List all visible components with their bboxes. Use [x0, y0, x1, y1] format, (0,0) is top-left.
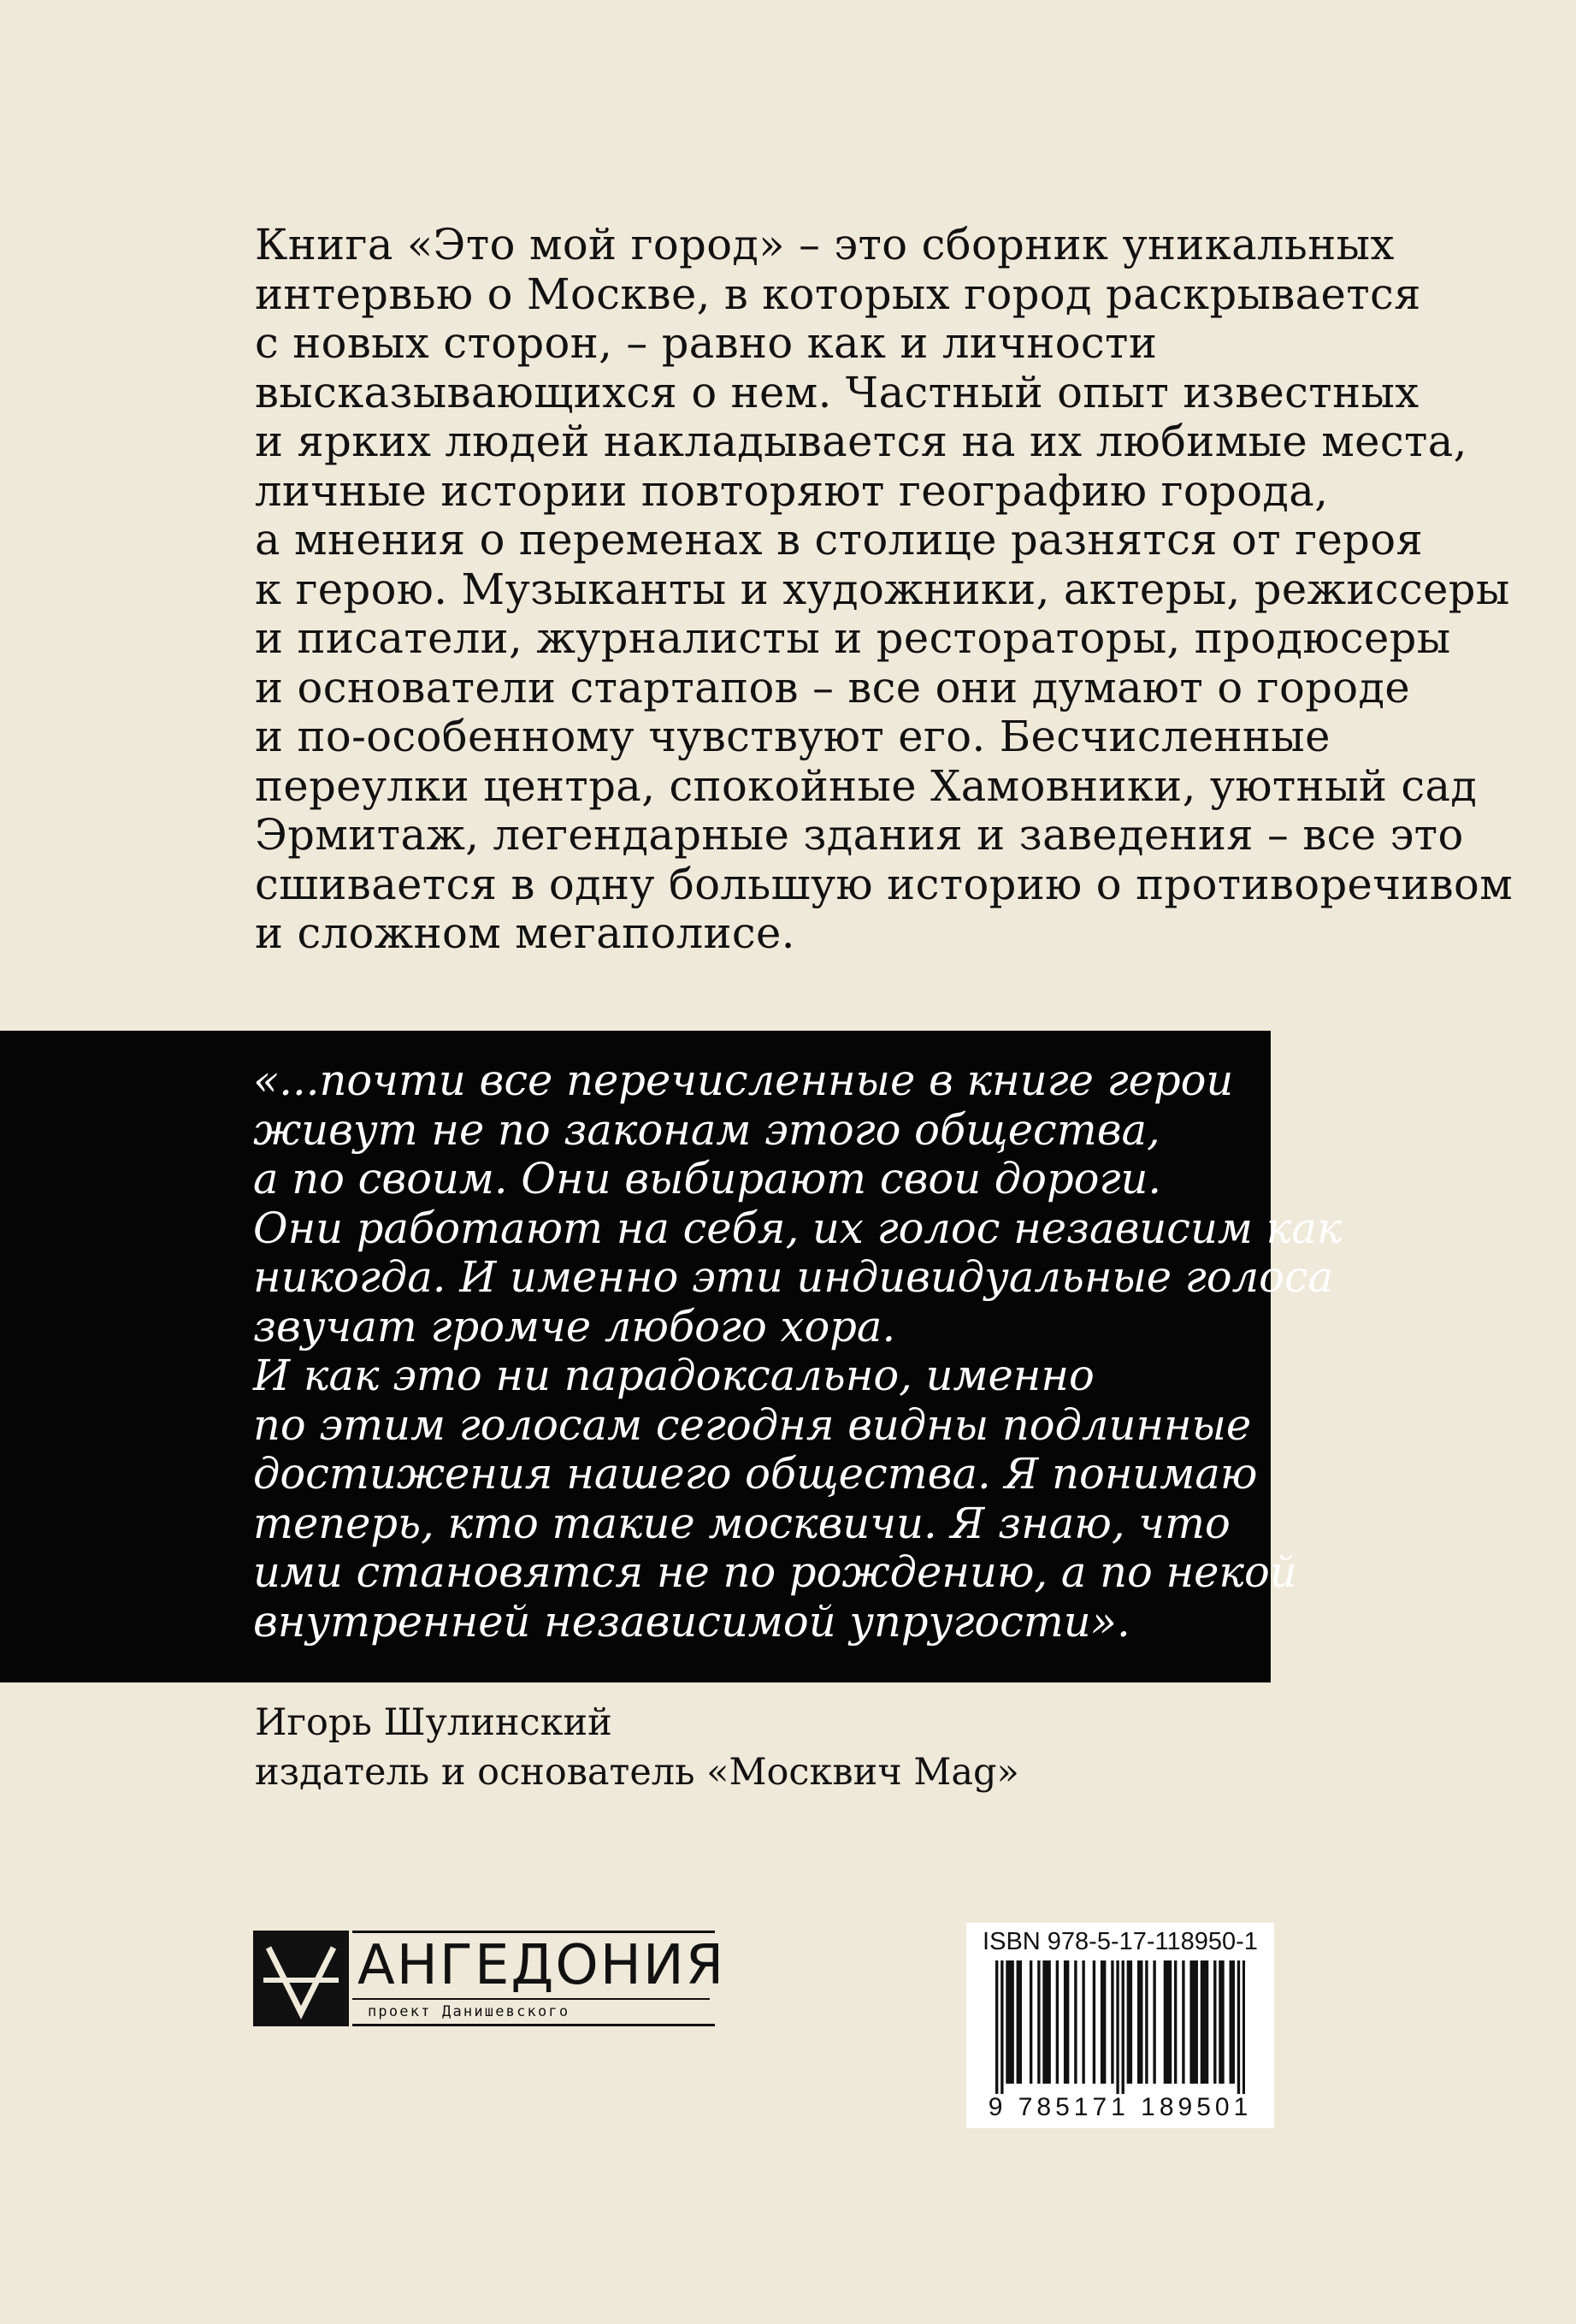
barcode-bar: [1116, 1960, 1119, 2094]
publisher-wordmark: [352, 1931, 726, 2026]
barcode-bar: [1201, 1960, 1203, 2084]
quote-line: Они работают на себя, их голос независим как: [253, 1203, 1343, 1253]
barcode-bar: [995, 1960, 998, 2094]
barcode-bar: [1145, 1960, 1148, 2084]
barcode-bar: [1174, 1960, 1177, 2084]
barcode-bar: [1189, 1960, 1192, 2084]
barcode-bar: [1219, 1960, 1221, 2084]
barcode-bar: [1137, 1960, 1140, 2084]
barcode-bar: [1164, 1960, 1166, 2084]
quote-line: никогда. И именно эти индивидуальные голоса: [253, 1252, 1334, 1302]
isbn-barcode: [966, 1923, 1274, 2128]
barcode-bar: [1153, 1960, 1155, 2084]
barcode-bar: [1140, 1960, 1142, 2084]
quote-text: [253, 1056, 1343, 1647]
barcode-bar: [1130, 1960, 1132, 2084]
barcode-bar: [1037, 1960, 1040, 2084]
barcode-bar: [1093, 1960, 1095, 2084]
barcode-bar: [1193, 1960, 1195, 2084]
barcode-bar: [1213, 1960, 1216, 2084]
barcode-bar: [1169, 1960, 1172, 2084]
quote-line: звучат громче любого хора.: [253, 1301, 896, 1351]
barcode-bar: [1103, 1960, 1106, 2084]
barcode-bar: [1101, 1960, 1103, 2084]
quote-line: достижения нашего общества. Я понимаю: [253, 1449, 1258, 1499]
barcode-digits: 9 785171 189501: [988, 2093, 1253, 2121]
description-line: личные истории повторяют географию города,: [255, 465, 1329, 516]
publisher-emblem-icon: [253, 1931, 349, 2026]
description-line: интервью о Москве, в которых город раскрывается: [255, 269, 1421, 319]
isbn-label: ISBN 978-5-17-118950-1: [983, 1928, 1258, 1955]
description-line: и по-особенному чувствуют его. Бесчисленные: [255, 712, 1331, 761]
barcode-bar: [1008, 1960, 1011, 2084]
publisher-logo: [253, 1931, 726, 2026]
description-line: к герою. Музыканты и художники, актеры, режиссеры: [255, 564, 1510, 614]
barcode-bar: [1074, 1960, 1077, 2084]
author-role: издатель и основатель «Москвич Mag»: [255, 1751, 1019, 1794]
quote-line: а по своим. Они выбирают свои дороги.: [253, 1154, 1162, 1203]
barcode-bar: [1232, 1960, 1235, 2084]
quote-attribution: [255, 1698, 1195, 1797]
quote-line: по этим голосам сегодня видны подлинные: [253, 1399, 1252, 1450]
description-line: и основатели стартапов – все они думают о городе: [255, 662, 1411, 713]
barcode-bar: [1122, 1960, 1124, 2094]
barcode-bar: [1230, 1960, 1232, 2084]
barcode-bar: [1000, 1960, 1003, 2094]
description-line: Эрмитаж, легендарные здания и заведения – все это: [255, 810, 1464, 860]
logo-divider: [352, 1998, 710, 2000]
barcode-bar: [1111, 1960, 1113, 2084]
barcode-bar: [1042, 1960, 1045, 2084]
barcode-bar: [1243, 1960, 1245, 2094]
barcode-bar: [1030, 1960, 1032, 2084]
barcode-bar: [1237, 1960, 1240, 2094]
barcode-bar: [1011, 1960, 1013, 2084]
barcode-bar: [1166, 1960, 1169, 2084]
description-line: Книга «Это мой город» – это сборник уникальных: [255, 220, 1395, 269]
quote-line: И как это ни парадоксально, именно: [253, 1351, 1095, 1400]
barcode-bar: [1019, 1960, 1022, 2084]
publisher-name: АНГЕДОНИЯ: [357, 1934, 726, 1997]
quote-block: [0, 1031, 1343, 1682]
barcode-bars: [995, 1960, 1245, 2094]
description-line: а мнения о переменах в столице разнятся от героя: [255, 515, 1424, 565]
barcode-bar: [1048, 1960, 1050, 2084]
barcode-bar: [1045, 1960, 1048, 2084]
barcode-bar: [1203, 1960, 1206, 2084]
author-name: Игорь Шулинский: [255, 1701, 612, 1744]
barcode-bar: [1017, 1960, 1019, 2084]
barcode-bar: [1006, 1960, 1008, 2084]
barcode-bar: [1221, 1960, 1224, 2084]
quote-line: ими становятся не по рождению, а по некой: [253, 1547, 1297, 1597]
description-line: сшивается в одну большую историю о противоречивом: [255, 859, 1514, 909]
description-line: и писатели, журналисты и рестораторы, продюсеры: [255, 613, 1451, 663]
barcode-bar: [1206, 1960, 1208, 2084]
barcode-bar: [1064, 1960, 1066, 2084]
quote-line: «...почти все перечисленные в книге герои: [253, 1056, 1234, 1105]
barcode-bar: [1127, 1960, 1130, 2084]
book-description: [255, 220, 1514, 959]
description-line: высказывающихся о нем. Частный опыт известных: [255, 367, 1420, 417]
publisher-subtitle: проект Данишевского: [368, 2003, 570, 2020]
barcode-bar: [1056, 1960, 1059, 2084]
quote-line: внутренней независимой упругости».: [253, 1596, 1130, 1647]
description-line: и сложном мегаполисе.: [255, 908, 795, 958]
quote-line: теперь, кто такие москвичи. Я знаю, что: [253, 1498, 1231, 1548]
description-line: с новых сторон, – равно как и личности: [255, 318, 1158, 368]
description-line: и ярких людей накладывается на их любимые места,: [255, 417, 1467, 466]
quote-line: живут не по законам этого общества,: [253, 1104, 1160, 1155]
barcode-bar: [1195, 1960, 1198, 2084]
barcode-bar: [1082, 1960, 1084, 2084]
barcode-bar: [1182, 1960, 1184, 2084]
barcode-bar: [1066, 1960, 1069, 2084]
description-line: переулки центра, спокойные Хамовники, уютный сад: [255, 760, 1478, 811]
